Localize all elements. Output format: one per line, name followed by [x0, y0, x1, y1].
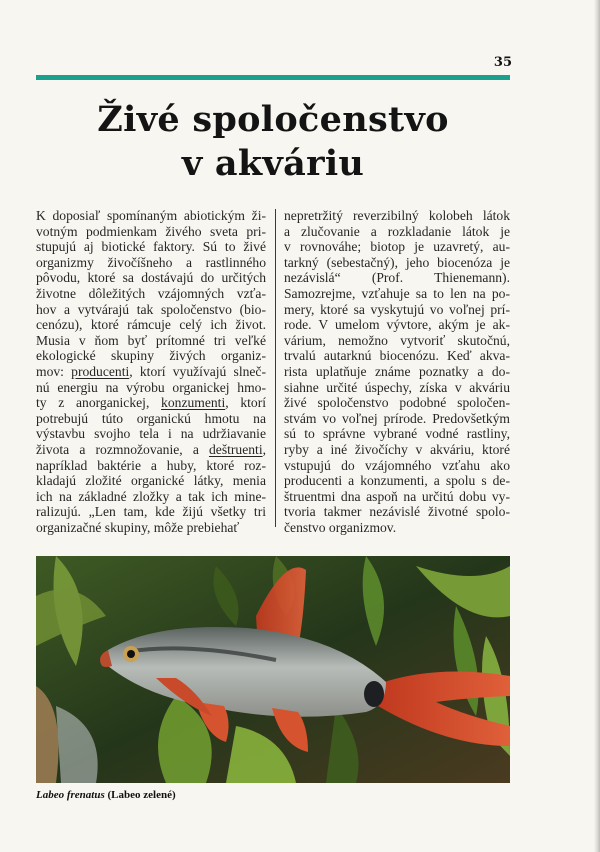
- photo-caption: [36, 789, 176, 801]
- text-line: výstavbu svojho tela i na udržiavanie: [36, 426, 266, 442]
- page-title: [36, 98, 510, 186]
- page-title-line-1: Živé spoločenstvo: [97, 99, 449, 140]
- text-line: kladajú zložité organické látky, menia: [36, 473, 266, 489]
- page-title-line-2: v akváriu: [181, 143, 365, 184]
- text-line: siahne určité úspechy, získa v akváriu: [284, 379, 510, 395]
- term-underlined: konzumenti: [161, 395, 226, 411]
- text-line: napríklad baktérie a huby, ktoré roz-: [36, 457, 266, 473]
- caption-common-name: (Labeo zelené): [104, 789, 176, 801]
- text-fragment: mov:: [36, 363, 72, 379]
- text-line: a zlučovanie a rozkladanie látok je: [284, 223, 510, 239]
- text-fragment: , ktorí využívajú slneč-: [129, 363, 266, 379]
- page-edge: [594, 0, 600, 852]
- text-line: K doposiaľ spomínaným abiotickým ži-: [36, 208, 266, 223]
- term-underlined: deštruenti: [208, 441, 263, 457]
- text-line: várium, nemožno vytvoriť skutočnú,: [284, 332, 510, 348]
- text-line: stvám vo voľnej prírode. Predovšetkým: [284, 410, 510, 426]
- text-line: Samozrejme, vzťahuje sa to len na po-: [284, 285, 510, 301]
- column-divider: [275, 209, 276, 527]
- left-text-column: [36, 208, 266, 535]
- text-line: Musia v ňom byť prítomné tri veľké: [36, 332, 266, 348]
- text-line: trvalú autarknú biocenózu. Keď akva-: [284, 348, 510, 364]
- text-fragment: , ktorí: [225, 395, 266, 411]
- text-line: producenti a konzumenti, a spolu s de-: [284, 473, 510, 489]
- text-line: ralizujú. „Len tam, kde žijú všetky tri: [36, 504, 266, 520]
- text-line: životne dôležitých vzájomných vzťa-: [36, 285, 266, 301]
- text-line: cenózu), ktoré rámcuje celý ich život.: [36, 317, 266, 333]
- right-text-column: [284, 208, 510, 535]
- text-line: potrebujú túto organickú hmotu na: [36, 410, 266, 426]
- text-fragment: ty z anorganickej,: [36, 395, 162, 411]
- text-line: ich na základné zložky a tak ich mine-: [36, 488, 266, 504]
- text-line: stupujú aj biotické faktory. Sú to živé: [36, 239, 266, 255]
- fish-photo: [36, 556, 510, 783]
- text-line: vstupujú do vzájomného vzťahu ako: [284, 457, 510, 473]
- text-line: štruentmi dna aspoň na určitú dobu vy-: [284, 488, 510, 504]
- term-underlined: producenti: [71, 363, 130, 379]
- text-line: nú energiu na výrobu organickej hmo-: [36, 379, 266, 395]
- page-number: 35: [493, 55, 512, 70]
- text-line: organizačné skupiny, môže prebiehať: [36, 519, 240, 535]
- text-line: sú to správne vybrané vodné rastliny,: [284, 426, 510, 442]
- text-line: tvoria takmer nezávislé životné spolo-: [284, 504, 510, 520]
- text-line: živé spoločenstvo podobné spoločen-: [284, 395, 510, 411]
- text-line: ryby a iné živočíchy v akváriu, ktoré: [284, 441, 510, 457]
- text-line: [36, 442, 266, 458]
- text-line: čenstvo organizmov.: [284, 519, 397, 535]
- text-line: rista uplatňuje známe poznatky a do-: [284, 363, 510, 379]
- text-line: organizmy živočíšneho a rastlinného: [36, 254, 266, 270]
- header-rule: [36, 75, 510, 80]
- text-line: nepretržitý reverzibilný kolobeh látok: [284, 208, 510, 223]
- text-line: hov a vytvárajú tak spoločenstvo (bio-: [36, 301, 266, 317]
- text-fragment: ,: [262, 441, 266, 457]
- text-line: ekologické skupiny živých organiz-: [36, 348, 266, 364]
- text-line: [36, 395, 266, 411]
- text-line: [36, 364, 266, 380]
- text-line: nezávislá“ (Prof. Thienemann).: [284, 270, 510, 286]
- text-line: mery, ktoré sa vyskytujú vo voľnej prí-: [284, 301, 510, 317]
- text-line: tarkný (sebestačný), jeho biocenóza je: [284, 254, 510, 270]
- text-line: rode. V umelom vývtore, akým je ak-: [284, 317, 510, 333]
- text-line: v rovnováhe; biotop je uzavretý, au-: [284, 239, 510, 255]
- text-line: pôvodu, ktoré sa dostávajú do určitých: [36, 270, 266, 286]
- text-fragment: života a rozmnožovanie, a: [36, 441, 209, 457]
- text-line: votným podmienkam živého sveta pri-: [36, 223, 266, 239]
- caption-latin-name: Labeo frenatus: [36, 789, 105, 801]
